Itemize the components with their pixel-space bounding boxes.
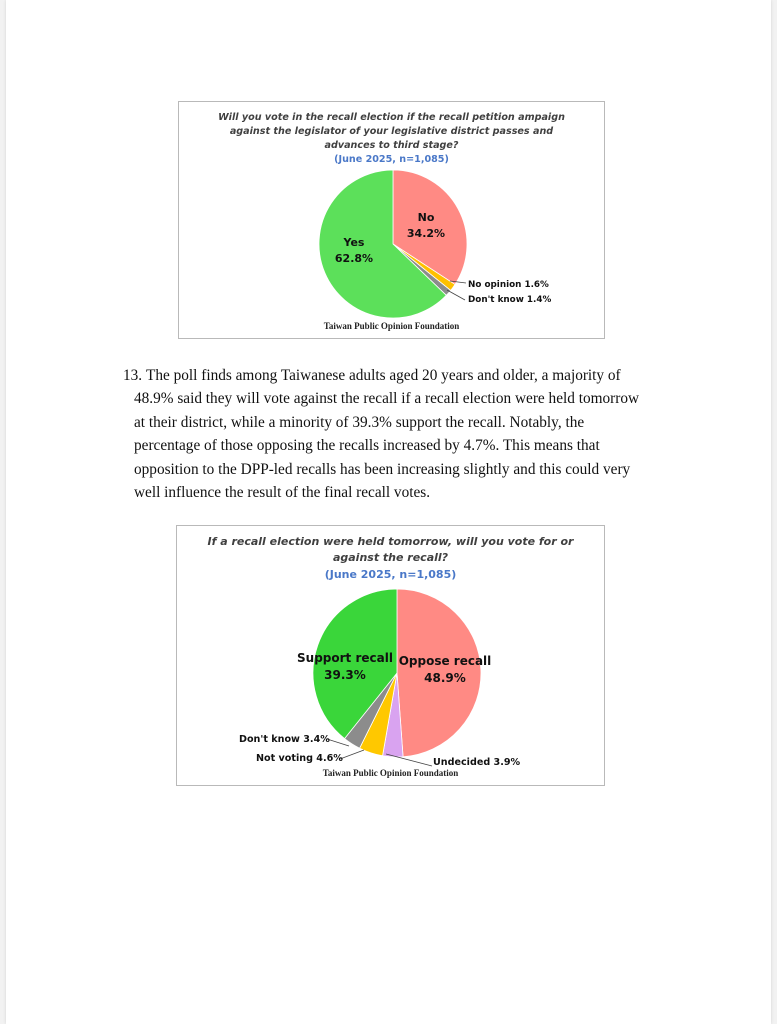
dont-know-leader [447,290,465,300]
no-slice-value: 34.2% [406,227,446,240]
yes-slice-name: Yes [343,236,365,249]
yes-slice-value: 62.8% [334,252,374,265]
chart-2-pie [177,526,604,785]
oppose-slice-value: 48.9% [424,671,466,685]
paragraph-line-1: The poll finds among Taiwanese adults aged 20 years and older, a majority of [146,367,621,384]
chart-1-pie [179,102,604,338]
chart-1-title-line-1: Will you vote in the recall election if the recall petition ampaign [218,112,565,123]
paragraph-line-3: at their district, while a minority of 39.3% support the recall. Notably, the [134,413,585,431]
chart-2-subtitle: (June 2025, n=1,085) [324,568,457,581]
chart-1-source: Taiwan Public Opinion Foundation [323,321,460,331]
dont-know-label: Don't know 1.4% [468,295,552,305]
not-voting-leader [340,750,364,759]
paragraph-line-5: opposition to the DPP-led recalls has been increasing slightly and this could very [134,460,631,478]
paragraph-line-2: 48.9% said they will vote against the recall if a recall election were held tomorrow [134,390,640,408]
paragraph-line-4: percentage of those opposing the recalls increased by 4.7%. This means that [134,437,600,455]
paragraph-number: 13. [123,367,143,384]
chart-1-title-line-3: advances to third stage? [324,140,459,151]
no-opinion-label: No opinion 1.6% [468,280,549,290]
chart-2-title-line-2: against the recall? [332,551,449,564]
support-slice-value: 39.3% [324,668,366,682]
paragraph-line-6: well influence the result of the final recall votes. [134,484,431,501]
not-voting-label: Not voting 4.6% [256,753,343,764]
dont-know-leader [327,739,349,746]
support-slice-name: Support recall [297,651,393,665]
no-slice-name: No [417,211,435,224]
chart-1-subtitle: (June 2025, n=1,085) [334,154,449,165]
dont-know-label: Don't know 3.4% [239,734,330,745]
chart-2-title-line-1: If a recall election were held tomorrow, will you vote for or [207,535,574,548]
chart-2-box [176,525,605,786]
chart-1-title-line-2: against the legislator of your legislative district passes and [229,126,554,137]
oppose-slice-name: Oppose recall [398,654,492,668]
chart-1-box [178,101,605,339]
document-page [6,0,771,1024]
undecided-label: Undecided 3.9% [433,757,521,768]
chart-2-source: Taiwan Public Opinion Foundation [322,768,459,778]
